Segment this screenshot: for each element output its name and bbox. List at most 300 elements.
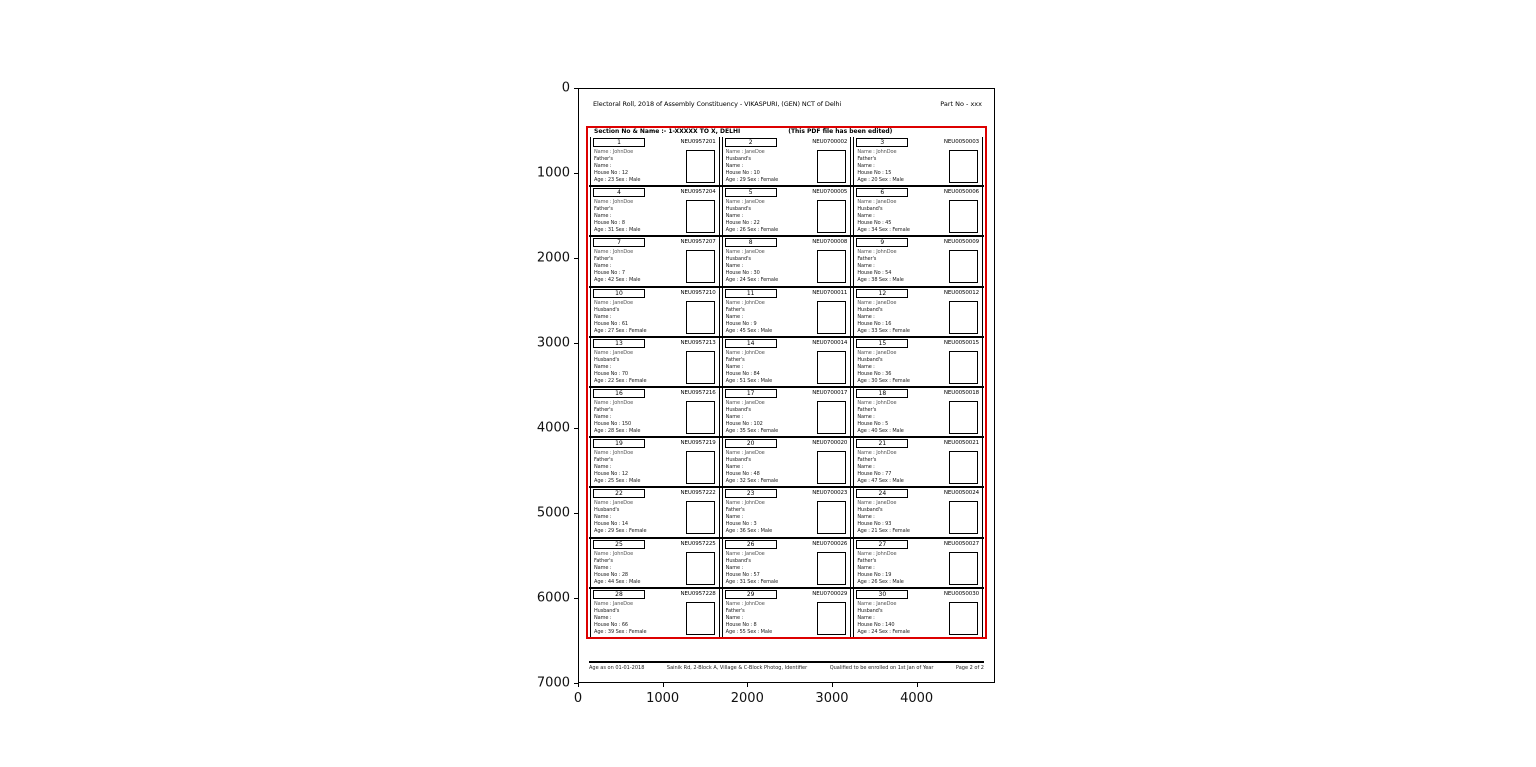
epic-number: NEU0050021 xyxy=(943,440,980,447)
voter-card xyxy=(853,488,983,536)
relative-label-line: Husband's xyxy=(594,607,620,614)
house-number-line: House No : 19 xyxy=(857,571,892,578)
voter-details xyxy=(726,601,814,636)
house-number-line: House No : 102 xyxy=(725,421,763,428)
voter-card xyxy=(590,438,720,486)
epic-number: NEU0050009 xyxy=(943,239,980,246)
house-number-line: House No : 70 xyxy=(594,370,628,377)
relative-name-line: Name : xyxy=(725,464,744,471)
serial-number-box: 13 xyxy=(593,339,645,348)
house-number-line: House No : 54 xyxy=(857,270,892,277)
age-sex-line: Age : 40 Sex : Male xyxy=(857,428,904,435)
house-number-line: House No : 140 xyxy=(857,621,895,628)
relative-name-line: Name : xyxy=(594,313,612,320)
voter-details xyxy=(594,249,682,284)
relative-label-line: Father's xyxy=(725,607,745,614)
voter-details xyxy=(857,551,945,586)
voter-name-line: Name : JohnDoe xyxy=(857,450,897,457)
house-number-line: House No : 9 xyxy=(725,320,757,327)
relative-name-line: Name : xyxy=(594,614,612,621)
epic-number: NEU0050018 xyxy=(943,390,980,397)
relative-label-line: Husband's xyxy=(725,256,751,263)
age-sex-line: Age : 55 Sex : Male xyxy=(725,628,773,635)
photo-box xyxy=(686,401,715,434)
x-tick-mark xyxy=(832,683,833,687)
serial-number-box: 20 xyxy=(725,439,777,448)
voter-name-line: Name : JohnDoe xyxy=(594,400,634,407)
voter-name-line: Name : JaneDoe xyxy=(857,299,897,306)
epic-number: NEU0050027 xyxy=(943,540,980,547)
y-tick-label: 2000 xyxy=(536,250,570,266)
epic-number: NEU0050012 xyxy=(943,289,980,296)
photo-box xyxy=(949,501,978,534)
relative-name-line: Name : xyxy=(857,213,875,220)
photo-box xyxy=(949,150,978,183)
voter-name-line: Name : JaneDoe xyxy=(857,600,897,607)
age-sex-line: Age : 51 Sex : Male xyxy=(725,377,773,384)
relative-name-line: Name : xyxy=(594,263,612,270)
epic-number: NEU0050030 xyxy=(943,590,980,597)
voter-card xyxy=(722,488,852,536)
serial-number-box: 9 xyxy=(856,238,908,247)
house-number-line: House No : 10 xyxy=(725,170,760,176)
voter-name-line: Name : JaneDoe xyxy=(725,550,765,557)
photo-box xyxy=(949,602,978,635)
voter-card xyxy=(590,539,720,587)
voter-card-grid xyxy=(589,137,984,637)
voter-details xyxy=(726,350,814,385)
voter-details xyxy=(594,400,682,435)
relative-label-line: Father's xyxy=(594,457,613,464)
relative-label-line: Husband's xyxy=(857,206,883,213)
photo-box xyxy=(949,552,978,585)
relative-label-line: Husband's xyxy=(594,507,620,514)
serial-number-box: 21 xyxy=(856,439,908,448)
relative-label-line: Father's xyxy=(594,256,613,263)
footer-page-number: Page 2 of 2 xyxy=(955,665,984,671)
voter-name-line: Name : JaneDoe xyxy=(725,450,765,457)
relative-label-line: Husband's xyxy=(725,557,751,564)
voter-card xyxy=(722,237,852,285)
photo-box xyxy=(817,552,846,585)
age-sex-line: Age : 23 Sex : Male xyxy=(594,177,641,183)
age-sex-line: Age : 29 Sex : Female xyxy=(594,528,647,535)
age-sex-line: Age : 44 Sex : Male xyxy=(594,578,641,585)
relative-name-line: Name : xyxy=(725,414,744,421)
epic-number: NEU0957228 xyxy=(680,590,716,597)
epic-number: NEU0700026 xyxy=(812,540,848,547)
age-sex-line: Age : 21 Sex : Female xyxy=(857,528,910,535)
voter-details xyxy=(857,500,945,535)
age-sex-line: Age : 24 Sex : Female xyxy=(725,277,779,284)
voter-card xyxy=(853,237,983,285)
relative-label-line: Husband's xyxy=(725,457,751,464)
relative-name-line: Name : xyxy=(857,363,875,370)
voter-card-row xyxy=(589,488,984,538)
age-sex-line: Age : 32 Sex : Female xyxy=(725,478,779,485)
epic-number: NEU0957216 xyxy=(680,390,716,397)
photo-box xyxy=(817,501,846,534)
y-tick-label: 0 xyxy=(561,80,570,96)
relative-name-line: Name : xyxy=(857,614,875,621)
section-header-row xyxy=(588,128,985,137)
relative-name-line: Name : xyxy=(725,163,744,169)
document-footer xyxy=(589,665,984,671)
house-number-line: House No : 28 xyxy=(594,571,628,578)
relative-label-line: Husband's xyxy=(725,156,751,162)
photo-box xyxy=(686,552,715,585)
voter-name-line: Name : JohnDoe xyxy=(594,199,634,206)
relative-name-line: Name : xyxy=(725,213,744,220)
house-number-line: House No : 22 xyxy=(725,220,760,227)
relative-label-line: Father's xyxy=(594,156,613,162)
footer-divider xyxy=(589,661,984,663)
voter-details xyxy=(726,249,814,284)
relative-name-line: Name : xyxy=(594,514,612,521)
age-sex-line: Age : 29 Sex : Female xyxy=(725,177,779,183)
relative-name-line: Name : xyxy=(725,263,744,270)
photo-box xyxy=(817,250,846,283)
voter-card xyxy=(590,187,720,235)
photo-box xyxy=(686,150,715,183)
serial-number-box: 5 xyxy=(725,188,777,197)
serial-number-box: 8 xyxy=(725,238,777,247)
voter-card-row xyxy=(589,137,984,187)
age-sex-line: Age : 26 Sex : Female xyxy=(725,227,779,234)
y-tick-label: 6000 xyxy=(536,590,570,606)
voter-card xyxy=(590,288,720,336)
voter-name-line: Name : JaneDoe xyxy=(857,199,897,206)
house-number-line: House No : 8 xyxy=(594,220,625,227)
voter-card xyxy=(853,137,983,185)
serial-number-box: 1 xyxy=(593,138,645,147)
photo-box xyxy=(686,301,715,334)
voter-card-row xyxy=(589,338,984,388)
epic-number: NEU0700005 xyxy=(812,189,848,196)
voter-card xyxy=(722,137,852,185)
house-number-line: House No : 12 xyxy=(594,471,628,478)
voter-details xyxy=(726,300,814,335)
epic-number: NEU0957204 xyxy=(680,189,716,196)
x-tick-label: 3000 xyxy=(815,691,849,706)
serial-number-box: 2 xyxy=(725,138,777,147)
house-number-line: House No : 150 xyxy=(594,421,632,428)
serial-number-box: 16 xyxy=(593,389,645,398)
voter-card xyxy=(722,589,852,637)
x-tick-label: 4000 xyxy=(900,691,934,706)
age-sex-line: Age : 20 Sex : Male xyxy=(857,177,904,183)
voter-card xyxy=(853,187,983,235)
voter-card-row xyxy=(589,438,984,488)
age-sex-line: Age : 33 Sex : Female xyxy=(857,327,910,334)
serial-number-box: 4 xyxy=(593,188,645,197)
house-number-line: House No : 66 xyxy=(594,621,628,628)
photo-box xyxy=(949,351,978,384)
voter-name-line: Name : JaneDoe xyxy=(725,400,765,407)
house-number-line: House No : 61 xyxy=(594,320,628,327)
photo-box xyxy=(686,501,715,534)
house-number-line: House No : 3 xyxy=(725,521,757,528)
epic-number: NEU0957219 xyxy=(680,440,716,447)
age-sex-line: Age : 34 Sex : Female xyxy=(857,227,910,234)
edited-note-label: (This PDF file has been edited) xyxy=(788,128,893,135)
relative-name-line: Name : xyxy=(857,514,875,521)
house-number-line: House No : 5 xyxy=(857,421,889,428)
voter-card xyxy=(590,488,720,536)
serial-number-box: 3 xyxy=(856,138,908,147)
detection-highlight-box xyxy=(586,126,987,639)
epic-number: NEU0700011 xyxy=(812,289,848,296)
age-sex-line: Age : 28 Sex : Male xyxy=(594,428,641,435)
part-number-label: Part No - xxx xyxy=(940,100,982,108)
age-sex-line: Age : 45 Sex : Male xyxy=(725,327,773,334)
age-sex-line: Age : 42 Sex : Male xyxy=(594,277,641,284)
voter-name-line: Name : JaneDoe xyxy=(725,249,765,256)
epic-number: NEU0957222 xyxy=(680,490,716,497)
photo-box xyxy=(817,150,846,183)
voter-details xyxy=(857,149,945,184)
photo-box xyxy=(817,602,846,635)
voter-name-line: Name : JaneDoe xyxy=(594,349,633,356)
photo-box xyxy=(817,301,846,334)
house-number-line: House No : 36 xyxy=(857,370,892,377)
relative-name-line: Name : xyxy=(857,263,875,270)
serial-number-box: 7 xyxy=(593,238,645,247)
voter-name-line: Name : JohnDoe xyxy=(725,299,765,306)
voter-card xyxy=(853,539,983,587)
relative-label-line: Father's xyxy=(725,356,745,363)
photo-box xyxy=(949,200,978,233)
voter-card xyxy=(722,288,852,336)
age-sex-line: Age : 31 Sex : Male xyxy=(594,227,641,234)
relative-label-line: Husband's xyxy=(857,607,883,614)
voter-details xyxy=(594,199,682,234)
voter-card xyxy=(853,589,983,637)
serial-number-box: 15 xyxy=(856,339,908,348)
photo-box xyxy=(686,451,715,484)
age-sex-line: Age : 31 Sex : Female xyxy=(725,578,779,585)
x-tick-label: 2000 xyxy=(730,691,764,706)
voter-card xyxy=(590,388,720,436)
relative-label-line: Father's xyxy=(857,407,877,414)
epic-number: NEU0700023 xyxy=(812,490,848,497)
relative-label-line: Husband's xyxy=(594,356,620,363)
x-tick-mark xyxy=(747,683,748,687)
y-tick-mark xyxy=(574,683,578,684)
photo-box xyxy=(949,301,978,334)
voter-details xyxy=(857,249,945,284)
serial-number-box: 23 xyxy=(725,489,777,498)
epic-number: NEU0050006 xyxy=(943,189,980,196)
x-tick-mark xyxy=(663,683,664,687)
relative-label-line: Father's xyxy=(594,557,613,564)
photo-box xyxy=(949,401,978,434)
voter-card xyxy=(722,338,852,386)
document-title: Electoral Roll, 2018 of Assembly Constituency - VIKASPURI, (GEN) NCT of Delhi xyxy=(593,100,842,108)
relative-name-line: Name : xyxy=(725,363,744,370)
photo-box xyxy=(817,351,846,384)
relative-name-line: Name : xyxy=(594,464,612,471)
voter-name-line: Name : JaneDoe xyxy=(594,500,633,507)
house-number-line: House No : 57 xyxy=(725,571,760,578)
relative-name-line: Name : xyxy=(857,414,875,421)
voter-card xyxy=(853,338,983,386)
epic-number: NEU0957213 xyxy=(680,339,716,346)
epic-number: NEU0957210 xyxy=(680,289,716,296)
photo-box xyxy=(949,250,978,283)
serial-number-box: 17 xyxy=(725,389,777,398)
age-sex-line: Age : 38 Sex : Male xyxy=(857,277,904,284)
x-tick-label: 0 xyxy=(573,691,583,706)
voter-details xyxy=(594,601,682,636)
plot-axes xyxy=(578,88,995,683)
relative-name-line: Name : xyxy=(594,163,612,169)
voter-card xyxy=(722,539,852,587)
voter-card xyxy=(853,288,983,336)
age-sex-line: Age : 39 Sex : Female xyxy=(594,628,647,635)
serial-number-box: 24 xyxy=(856,489,908,498)
serial-number-box: 12 xyxy=(856,289,908,298)
epic-number: NEU0957201 xyxy=(680,139,716,145)
house-number-line: House No : 84 xyxy=(725,370,760,377)
voter-name-line: Name : JohnDoe xyxy=(725,349,765,356)
voter-details xyxy=(726,500,814,535)
house-number-line: House No : 15 xyxy=(857,170,892,176)
relative-label-line: Husband's xyxy=(725,206,751,213)
x-tick-mark xyxy=(917,683,918,687)
voter-details xyxy=(857,300,945,335)
voter-details xyxy=(857,199,945,234)
serial-number-box: 29 xyxy=(725,590,777,599)
relative-name-line: Name : xyxy=(725,564,744,571)
house-number-line: House No : 7 xyxy=(594,270,625,277)
photo-box xyxy=(686,602,715,635)
y-tick-label: 1000 xyxy=(536,165,570,181)
relative-name-line: Name : xyxy=(725,614,744,621)
epic-number: NEU0957225 xyxy=(680,540,716,547)
house-number-line: House No : 77 xyxy=(857,471,892,478)
serial-number-box: 26 xyxy=(725,540,777,549)
relative-label-line: Husband's xyxy=(857,306,883,313)
relative-name-line: Name : xyxy=(857,163,875,169)
house-number-line: House No : 16 xyxy=(857,320,892,327)
serial-number-box: 27 xyxy=(856,540,908,549)
voter-card-row xyxy=(589,237,984,287)
house-number-line: House No : 93 xyxy=(857,521,892,528)
voter-card-row xyxy=(589,288,984,338)
voter-name-line: Name : JohnDoe xyxy=(594,249,634,256)
voter-details xyxy=(857,450,945,485)
epic-number: NEU0050003 xyxy=(943,139,980,145)
serial-number-box: 28 xyxy=(593,590,645,599)
voter-name-line: Name : JaneDoe xyxy=(594,299,633,306)
voter-card xyxy=(590,338,720,386)
voter-details xyxy=(594,149,682,184)
relative-label-line: Father's xyxy=(857,457,877,464)
serial-number-box: 22 xyxy=(593,489,645,498)
age-sex-line: Age : 36 Sex : Male xyxy=(725,528,773,535)
voter-details xyxy=(726,199,814,234)
relative-label-line: Father's xyxy=(857,156,877,162)
relative-label-line: Father's xyxy=(594,407,613,414)
serial-number-box: 14 xyxy=(725,339,777,348)
age-sex-line: Age : 35 Sex : Female xyxy=(725,428,779,435)
photo-box xyxy=(686,351,715,384)
voter-name-line: Name : JohnDoe xyxy=(594,550,634,557)
serial-number-box: 30 xyxy=(856,590,908,599)
relative-name-line: Name : xyxy=(725,514,744,521)
relative-label-line: Husband's xyxy=(857,507,883,514)
relative-label-line: Father's xyxy=(857,256,877,263)
voter-name-line: Name : JohnDoe xyxy=(594,450,634,457)
photo-box xyxy=(686,250,715,283)
age-sex-line: Age : 47 Sex : Male xyxy=(857,478,904,485)
voter-details xyxy=(594,350,682,385)
voter-name-line: Name : JohnDoe xyxy=(857,249,897,256)
y-tick-label: 5000 xyxy=(536,505,570,521)
voter-card-row xyxy=(589,589,984,637)
serial-number-box: 25 xyxy=(593,540,645,549)
voter-card-row xyxy=(589,388,984,438)
relative-label-line: Father's xyxy=(594,206,613,213)
relative-name-line: Name : xyxy=(857,564,875,571)
serial-number-box: 18 xyxy=(856,389,908,398)
relative-label-line: Husband's xyxy=(594,306,620,313)
voter-card xyxy=(722,187,852,235)
age-sex-line: Age : 30 Sex : Female xyxy=(857,377,910,384)
relative-label-line: Father's xyxy=(857,557,877,564)
voter-details xyxy=(726,450,814,485)
voter-details xyxy=(726,400,814,435)
house-number-line: House No : 48 xyxy=(725,471,760,478)
footer-qualification-note: Qualified to be enrolled on 1st Jan of Year xyxy=(829,665,934,671)
relative-name-line: Name : xyxy=(857,464,875,471)
footer-address-note: Sainik Rd, 2-Block A, Village & C-Block Photog, Identifier xyxy=(666,665,808,671)
relative-name-line: Name : xyxy=(725,313,744,320)
house-number-line: House No : 45 xyxy=(857,220,892,227)
voter-name-line: Name : JohnDoe xyxy=(857,550,897,557)
voter-card xyxy=(722,388,852,436)
photo-box xyxy=(686,200,715,233)
y-tick-label: 4000 xyxy=(536,420,570,436)
voter-card xyxy=(590,137,720,185)
epic-number: NEU0700014 xyxy=(812,339,848,346)
serial-number-box: 6 xyxy=(856,188,908,197)
epic-number: NEU0700029 xyxy=(812,590,848,597)
voter-card xyxy=(853,388,983,436)
relative-label-line: Husband's xyxy=(725,407,751,414)
footer-age-note: Age as on 01-01-2018 xyxy=(589,665,645,671)
age-sex-line: Age : 27 Sex : Female xyxy=(594,327,647,334)
voter-details xyxy=(726,551,814,586)
serial-number-box: 19 xyxy=(593,439,645,448)
voter-card-row xyxy=(589,539,984,589)
voter-name-line: Name : JohnDoe xyxy=(725,500,765,507)
section-name-label: Section No & Name :- 1-XXXXX TO X, DELHI xyxy=(594,128,741,135)
voter-card xyxy=(590,237,720,285)
voter-details xyxy=(594,500,682,535)
relative-name-line: Name : xyxy=(594,213,612,220)
voter-details xyxy=(726,149,814,184)
voter-name-line: Name : JaneDoe xyxy=(857,500,897,507)
house-number-line: House No : 30 xyxy=(725,270,760,277)
x-tick-label: 1000 xyxy=(646,691,680,706)
relative-label-line: Father's xyxy=(725,306,745,313)
relative-name-line: Name : xyxy=(594,414,612,421)
voter-details xyxy=(594,450,682,485)
voter-name-line: Name : JaneDoe xyxy=(857,349,897,356)
y-tick-label: 7000 xyxy=(536,675,570,691)
